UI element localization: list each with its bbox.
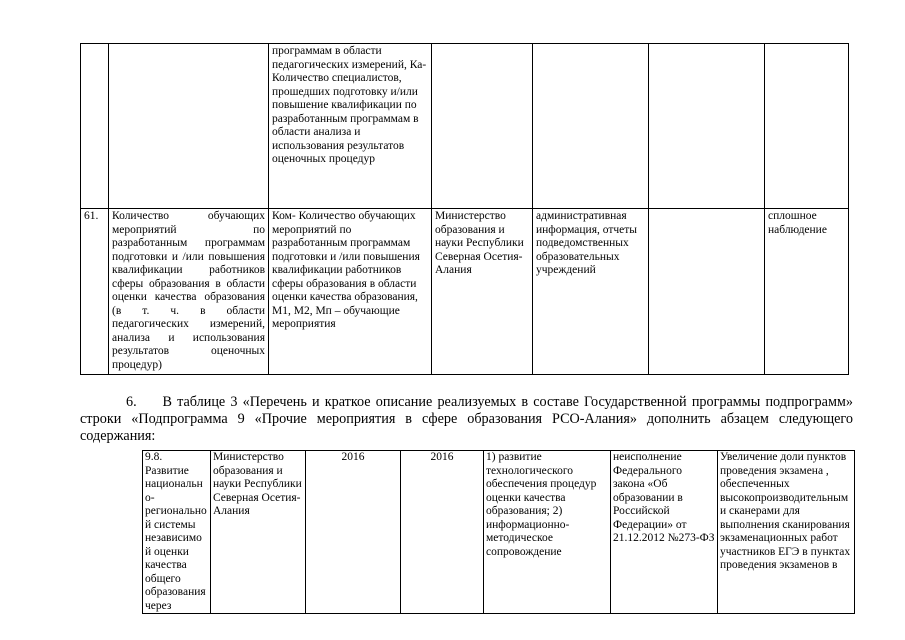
table-row	[81, 209, 849, 375]
table-cell	[109, 44, 269, 209]
table-cell	[765, 44, 849, 209]
executor-cell: Министерство образования и науки Республики Северная Осетия-Алания	[211, 451, 306, 614]
method-cell: сплошное наблюдение	[765, 209, 849, 375]
table-cell	[649, 209, 765, 375]
amendment-paragraph	[80, 394, 853, 445]
source-cell: административная информация, отчеты подведомственных образовательных учреждений	[533, 209, 649, 375]
indicator-name: Количество обучающих мероприятий по разработанным программам подготовки и /или повышения квалификации работников сферы образования в области оценки качества образования (в т. ч. в области педагогических измерений, анализа и использования результатов оценочных процедур)	[109, 209, 269, 375]
subprogram-table	[142, 450, 855, 614]
formula-cell: программам в области педагогических измерений, Ка- Количество специалистов, прошедших подготовку и/или повышение квалификации по разработанным программам в области анализа и использования результатов оценочных процедур	[269, 44, 432, 209]
row-number: 61.	[81, 209, 109, 375]
activity-name: 9.8. Развитие национально-региональной системы независимой оценки качества общего образования через	[143, 451, 211, 614]
paragraph-number: 6.	[126, 394, 137, 410]
formula-cell: Ком- Количество обучающих мероприятий по разработанным программам подготовки и /или повышения квалификации работников сферы образования в области оценки качества образования, М1, М2, Мп – обучающие мероприятия	[269, 209, 432, 375]
start-year: 2016	[306, 451, 401, 614]
responsible-cell: Министерство образования и науки Республики Северная Осетия-Алания	[432, 209, 533, 375]
indicators-cell: Увеличение доли пунктов проведения экзамена , обеспеченных высокопроизводительными сканерами для выполнения сканирования экзаменационных работ участников ЕГЭ в пунктах проведения экзаменов в	[718, 451, 855, 614]
table-cell	[432, 44, 533, 209]
indicators-table	[80, 43, 849, 375]
table-cell	[533, 44, 649, 209]
consequences-cell: неисполнение Федерального закона «Об образовании в Российской Федерации» от 21.12.2012 №273-ФЗ	[611, 451, 718, 614]
paragraph-text: В таблице 3 «Перечень и краткое описание реализуемых в составе Государственной программы подпрограмм» строки «Подпрограмма 9 «Прочие мероприятия в сфере образования РСО-Алания» дополнить абзацем следующего содержания:	[80, 394, 853, 444]
directions-cell: 1) развитие технологического обеспечения процедур оценки качества образования; 2) информационно-методическое сопровождение	[484, 451, 611, 614]
table-row	[143, 451, 855, 614]
end-year: 2016	[401, 451, 484, 614]
table-cell	[649, 44, 765, 209]
table-cell	[81, 44, 109, 209]
table-row	[81, 44, 849, 209]
